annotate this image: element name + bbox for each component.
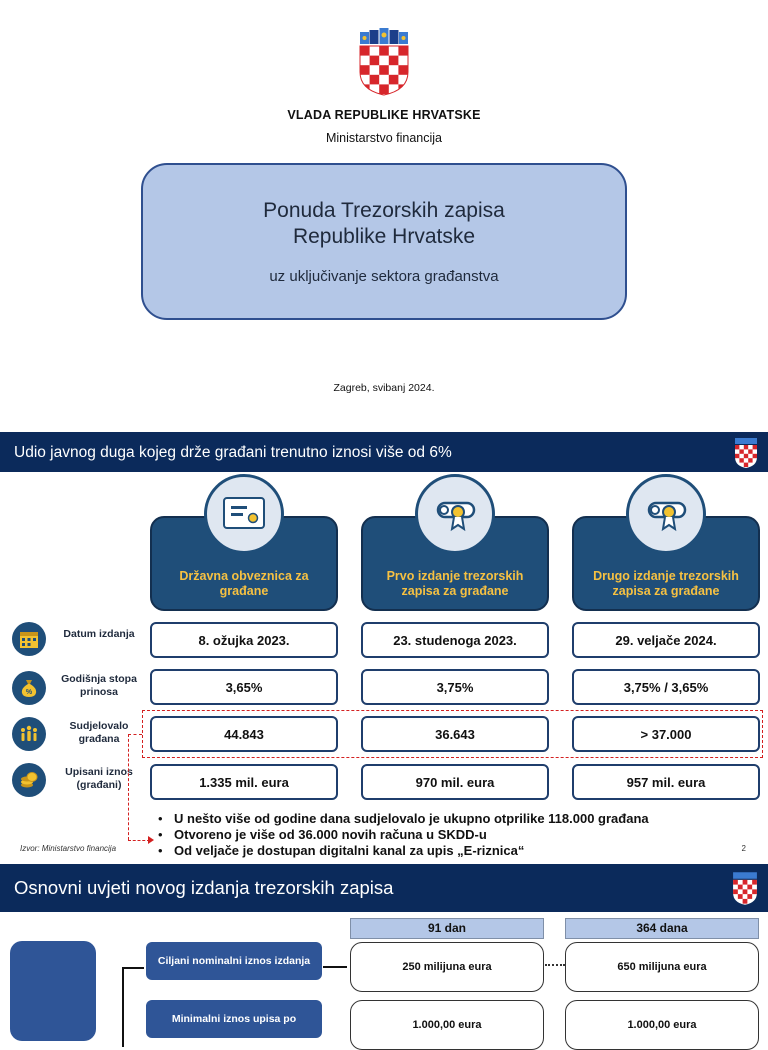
coins-icon [12,763,46,797]
card-label: Državna obveznica za građane [179,569,309,598]
issue-terms-slide [0,864,768,1031]
value-cell: 250 milijuna eura [350,942,544,992]
value-cell: 3,65% [150,669,338,705]
criterion-minimum-subscription: Minimalni iznos upisa po [146,1000,322,1038]
bracket-line [122,967,144,969]
value-cell: 1.000,00 eura [350,1000,544,1050]
side-block [10,941,96,1041]
people-icon [12,717,46,751]
row-label-subscribed-amount: Upisani iznos (građani) [65,766,133,791]
participants-highlight-frame [142,710,763,758]
connector-line [323,966,347,968]
slide-header-banner [0,432,768,472]
croatian-coat-of-arms-icon [734,437,758,469]
slide-header-banner [0,864,768,912]
highlight-connector [128,734,142,735]
calendar-icon [12,622,46,656]
citizen-debt-slide [0,432,768,864]
value-cell: 29. veljače 2024. [572,622,760,658]
source-note: Izvor: Ministarstvo financija [20,844,117,853]
money-bag-icon [12,671,46,705]
title-slide [0,0,768,432]
slide-title: Osnovni uvjeti novog izdanja trezorskih zapisa [14,877,394,898]
value-cell: 1.000,00 eura [565,1000,759,1050]
column-header-364-days: 364 dana [565,918,759,939]
highlight-connector [128,734,129,840]
presentation-title-line-2: Republike Hrvatske [292,225,476,248]
value-cell: 23. studenoga 2023. [361,622,549,658]
bracket-line [122,967,124,1047]
value-cell: 8. ožujka 2023. [150,622,338,658]
bullet-item: • Otvoreno je više od 36.000 novih računa u SKDD-u [158,827,649,843]
diploma-scroll-icon [415,474,495,554]
summary-bullets [158,811,649,859]
value-cell: 3,75% [361,669,549,705]
slide-title: Udio javnog duga kojeg drže građani trenutno iznosi više od 6% [14,444,452,461]
croatian-coat-of-arms-icon [358,28,410,96]
page-number: 2 [741,844,746,853]
place-and-date: Zagreb, svibanj 2024. [333,382,435,394]
card-label: Prvo izdanje trezorskih zapisa za građane [386,569,524,598]
row-label-participants: Sudjelovalo građana [69,720,129,745]
diploma-scroll-icon [626,474,706,554]
dotted-connector [545,964,565,966]
value-cell: 650 milijuna eura [565,942,759,992]
bullet-item: • U nešto više od godine dana sudjelovalo je ukupno otprilike 118.000 građana [158,811,649,827]
criterion-target-amount: Ciljani nominalni iznos izdanja [146,942,322,980]
croatian-coat-of-arms-icon [732,871,758,906]
value-cell: 1.335 mil. eura [150,764,338,800]
presentation-subtitle: uz uključivanje sektora građanstva [269,268,499,285]
row-label-annual-yield: Godišnja stopa prinosa [61,673,137,698]
value-cell: 3,75% / 3,65% [572,669,760,705]
ministry-name: Ministarstvo financija [325,131,442,145]
value-cell: 970 mil. eura [361,764,549,800]
row-label-issue-date: Datum izdanja [63,628,135,640]
value-cell: 36.643 [361,716,549,752]
value-cell: > 37.000 [572,716,760,752]
presentation-title-box [141,163,627,320]
svg-text:%: % [25,689,33,696]
card-label: Drugo izdanje trezorskih zapisa za građane [593,569,739,598]
bond-certificate-icon [204,474,284,554]
arrow-right-icon [148,836,154,844]
highlight-connector [128,840,150,841]
column-header-91-days: 91 dan [350,918,544,939]
presentation-title-line-1: Ponuda Trezorskih zapisa [263,199,505,222]
value-cell: 44.843 [150,716,338,752]
bullet-item: • Od veljače je dostupan digitalni kanal za upis „E-riznica“ [158,843,649,859]
government-name: VLADA REPUBLIKE HRVATSKE [287,108,481,122]
value-cell: 957 mil. eura [572,764,760,800]
